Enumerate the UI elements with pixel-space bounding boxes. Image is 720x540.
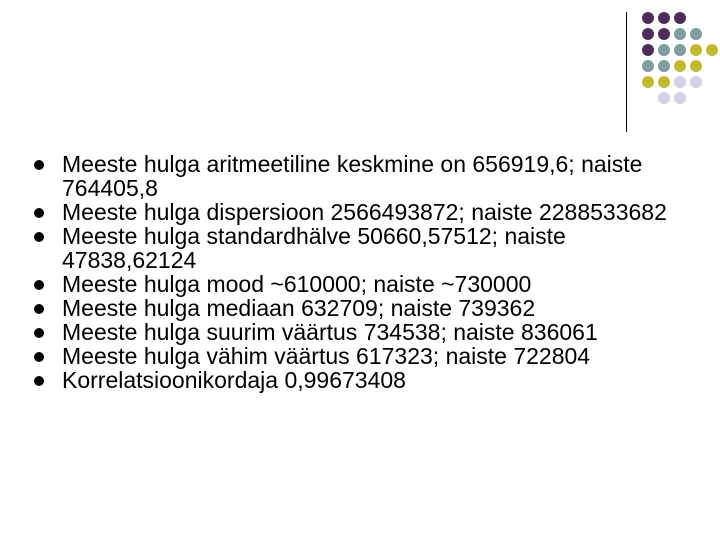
- divider-line: [626, 12, 627, 132]
- bullet-icon: [34, 376, 44, 386]
- bullet-text: Meeste hulga dispersioon 2566493872; naiste 2288533682: [62, 199, 667, 225]
- bullet-text: Meeste hulga standardhälve 50660,57512; naiste 47838,62124: [62, 223, 566, 273]
- bullet-icon: [34, 232, 44, 242]
- bullet-icon: [34, 280, 44, 290]
- decorative-dot: [674, 44, 686, 56]
- decorative-dot: [658, 44, 670, 56]
- decorative-dot: [642, 60, 654, 72]
- bullet-text: Meeste hulga vähim väärtus 617323; naiste 722804: [62, 343, 591, 369]
- decorative-dot: [658, 60, 670, 72]
- bullet-item-correlation: [34, 368, 694, 392]
- decorative-dot: [642, 44, 654, 56]
- decorative-dot: [674, 92, 686, 104]
- bullet-icon: [34, 328, 44, 338]
- decorative-dot: [690, 28, 702, 40]
- decorative-dot: [642, 76, 654, 88]
- bullet-text: Meeste hulga suurim väärtus 734538; naiste 836061: [62, 319, 598, 345]
- bullet-item-stddev: [34, 224, 694, 272]
- decorative-dot: [658, 28, 670, 40]
- bullet-item-min: [34, 344, 694, 368]
- bullet-list: [34, 152, 694, 392]
- bullet-icon: [34, 208, 44, 218]
- bullet-item-variance: [34, 200, 694, 224]
- bullet-icon: [34, 352, 44, 362]
- decorative-dot: [674, 28, 686, 40]
- bullet-item-median: [34, 296, 694, 320]
- decorative-dot: [690, 76, 702, 88]
- bullet-icon: [34, 304, 44, 314]
- decorative-dot-grid: [0, 0, 720, 140]
- bullet-text: Korrelatsioonikordaja 0,99673408: [62, 367, 406, 393]
- decorative-dot: [674, 60, 686, 72]
- decorative-dot: [690, 44, 702, 56]
- bullet-text: Meeste hulga mediaan 632709; naiste 739362: [62, 295, 536, 321]
- slide-content: [34, 152, 694, 392]
- decorative-dot: [658, 76, 670, 88]
- decorative-dot: [642, 12, 654, 24]
- decorative-dot: [674, 12, 686, 24]
- bullet-text: Meeste hulga aritmeetiline keskmine on 656919,6; naiste 764405,8: [62, 151, 643, 201]
- bullet-item-mean: [34, 152, 694, 200]
- bullet-item-max: [34, 320, 694, 344]
- decorative-dot: [658, 92, 670, 104]
- decorative-dot: [642, 28, 654, 40]
- bullet-text: Meeste hulga mood ~610000; naiste ~730000: [62, 271, 532, 297]
- decorative-dot: [690, 60, 702, 72]
- decorative-dot: [658, 12, 670, 24]
- decorative-dot: [674, 76, 686, 88]
- bullet-item-mode: [34, 272, 694, 296]
- decorative-dot: [706, 44, 718, 56]
- bullet-icon: [34, 160, 44, 170]
